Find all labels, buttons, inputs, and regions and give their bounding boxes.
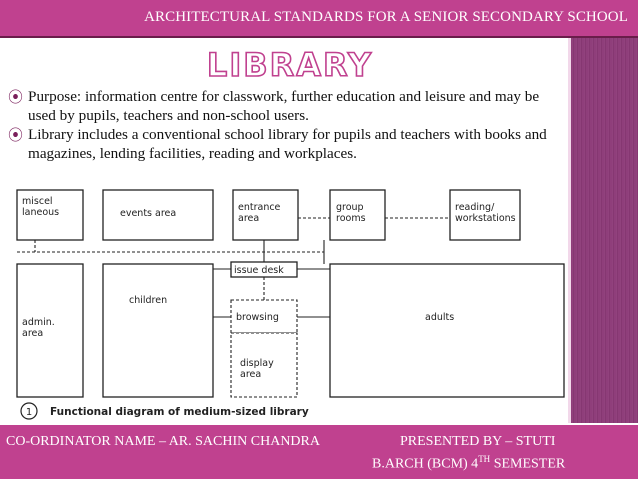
- admin-label-1: admin.: [22, 317, 55, 328]
- bullet-text: Library includes a conventional school library for pupils and teachers with books and magazines, lending facilities, reading and workplaces.: [28, 126, 547, 162]
- course-prefix: B.ARCH (BCM) 4: [372, 456, 479, 472]
- group-label-2: rooms: [336, 213, 366, 224]
- miscellaneous-label-2: laneous: [22, 207, 60, 218]
- figure-number: 1: [25, 407, 33, 418]
- slide-footer-bar: [0, 423, 638, 479]
- children-label: children: [129, 295, 168, 306]
- bullet-icon: ⦿: [8, 90, 24, 106]
- children-box: [103, 264, 213, 397]
- decorative-stripe-edge: [568, 38, 571, 423]
- diagram-caption: Functional diagram of medium-sized library: [50, 406, 309, 418]
- adults-box: [330, 264, 564, 397]
- header-title: ARCHITECTURAL STANDARDS FOR A SENIOR SECONDARY SCHOOL: [144, 9, 628, 25]
- group-label-1: group: [336, 202, 364, 213]
- display-label-1: display: [240, 358, 274, 369]
- course-suffix: SEMESTER: [490, 456, 566, 472]
- bullet-icon: ⦿: [8, 128, 24, 144]
- admin-label-2: area: [22, 328, 44, 339]
- coordinator-name: CO-ORDINATOR NAME – AR. SACHIN CHANDRA: [6, 434, 320, 449]
- miscellaneous-label-1: miscel: [22, 196, 53, 207]
- entrance-label-2: area: [238, 213, 260, 224]
- display-label-2: area: [240, 369, 262, 380]
- functional-diagram-svg: [10, 182, 568, 423]
- reading-label-2: workstations: [455, 213, 516, 224]
- events-area-label: events area: [120, 208, 177, 219]
- decorative-right-stripe: [568, 38, 638, 423]
- bullet-list: [8, 88, 564, 164]
- issue-desk-label: issue desk: [234, 265, 284, 276]
- reading-label-1: reading/: [455, 202, 495, 213]
- browsing-label: browsing: [236, 312, 279, 323]
- slide-heading: [205, 46, 375, 82]
- presenter-name: PRESENTED BY – STUTI: [400, 434, 556, 449]
- entrance-label-1: entrance: [238, 202, 281, 213]
- slide-header-bar: [0, 0, 638, 38]
- heading-outline-text: [205, 46, 375, 82]
- functional-diagram: [10, 182, 568, 423]
- course-info: [372, 454, 565, 473]
- bullet-item-purpose: [8, 88, 564, 125]
- course-sup: TH: [478, 454, 491, 464]
- slide-heading-text: LIBRARY: [206, 46, 374, 82]
- adults-label: adults: [425, 312, 455, 323]
- bullet-text: Purpose: information centre for classwork, further education and leisure and may be used by pupils, teachers and non-school users.: [28, 88, 540, 124]
- bullet-item-includes: [8, 126, 564, 163]
